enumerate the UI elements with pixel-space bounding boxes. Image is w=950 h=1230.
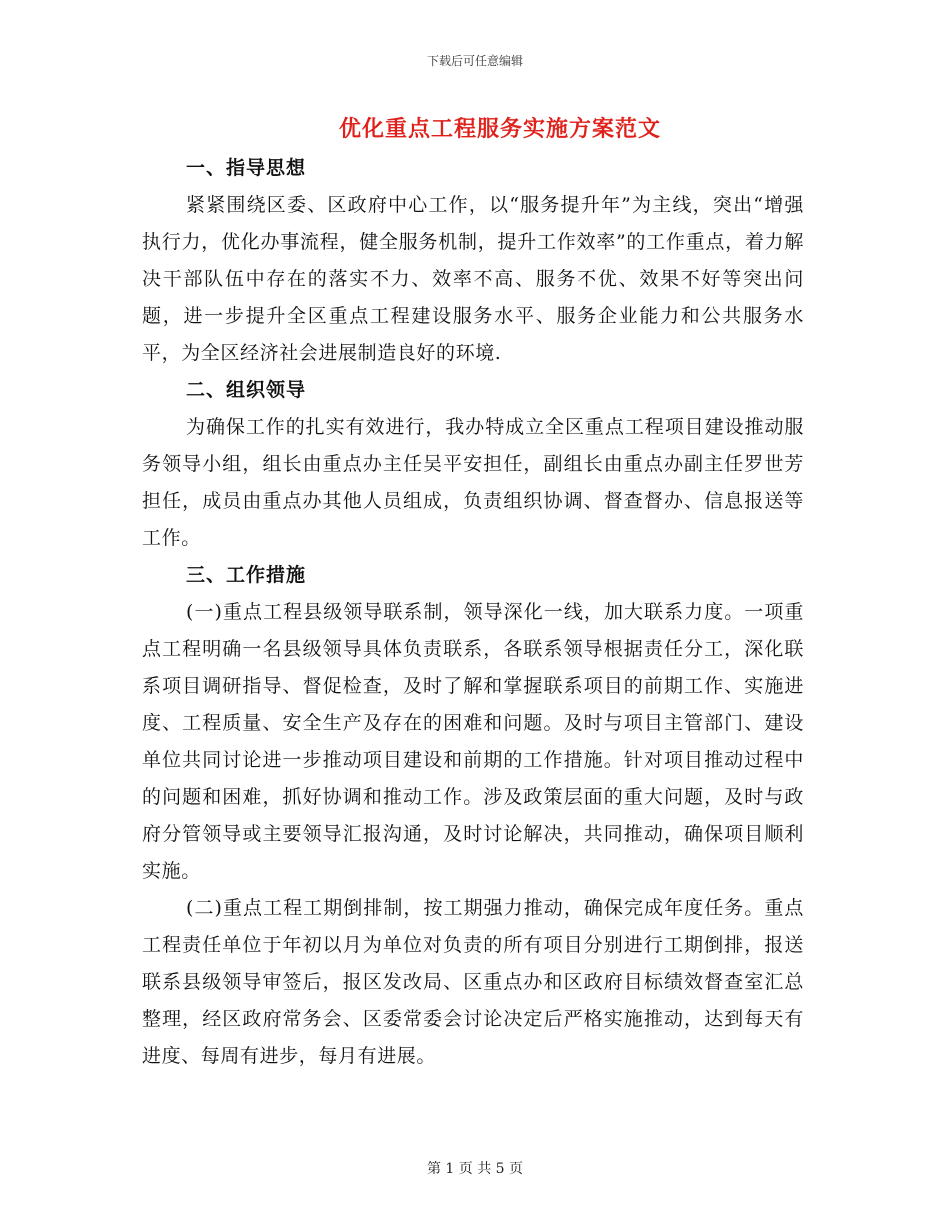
body-paragraph: 为确保工作的扎实有效进行，我办特成立全区重点工程项目建设推动服务领导小组，组长由重点办主任吴平安担任，副组长由重点办副主任罗世芳担任，成员由重点办其他人员组成，负责组织协调、督查督办、信息报送等工作。: [142, 416, 804, 549]
body-paragraph: 紧紧围绕区委、区政府中心工作，以“服务提升年”为主线，突出“增强执行力，优化办事流程，健全服务机制，提升工作效率”的工作重点，着力解决干部队伍中存在的落实不力、效率不高、服务不优、效果不好等突出问题，进一步提升全区重点工程建设服务水平、服务企业能力和公共服务水平，为全区经济社会进展制造良好的环境.: [142, 194, 804, 364]
document-title: 优化重点工程服务实施方案范文: [338, 116, 661, 142]
body-paragraph: (二)重点工程工期倒排制，按工期强力推动，确保完成年度任务。重点工程责任单位于年初以月为单位对负责的所有项目分别进行工期倒排，报送联系县级领导审签后，报区发改局、区重点办和区政府目标绩效督查室汇总整理，经区政府常务会、区委常委会讨论决定后严格实施推动，达到每天有进度、每周有进步，每月有进展。: [142, 897, 804, 1067]
section-heading: 三、工作措施: [186, 564, 307, 586]
section-work-measures: [142, 557, 804, 1075]
body-paragraph: (一)重点工程县级领导联系制，领导深化一线，加大联系力度。一项重点工程明确一名县级领导具体负责联系，各联系领导根据责任分工，深化联系项目调研指导、督促检查，及时了解和掌握联系项目的前期工作、实施进度、工程质量、安全生产及存在的困难和问题。及时与项目主管部门、建设单位共同讨论进一步推动项目建设和前期的工作措施。针对项目推动过程中的问题和困难，抓好协调和推动工作。涉及政策层面的重大问题，及时与政府分管领导或主要领导汇报沟通，及时讨论解决，共同推动，确保项目顺利实施。: [142, 601, 804, 882]
section-organization-leadership: [142, 372, 804, 557]
section-heading: 一、指导思想: [186, 157, 307, 179]
page-header-note: 下载后可任意编辑: [426, 54, 523, 68]
document-body: [142, 150, 804, 1075]
section-guiding-ideology: [142, 150, 804, 372]
page-number: 第 1 页 共 5 页: [426, 1161, 524, 1177]
section-heading: 二、组织领导: [186, 379, 307, 401]
